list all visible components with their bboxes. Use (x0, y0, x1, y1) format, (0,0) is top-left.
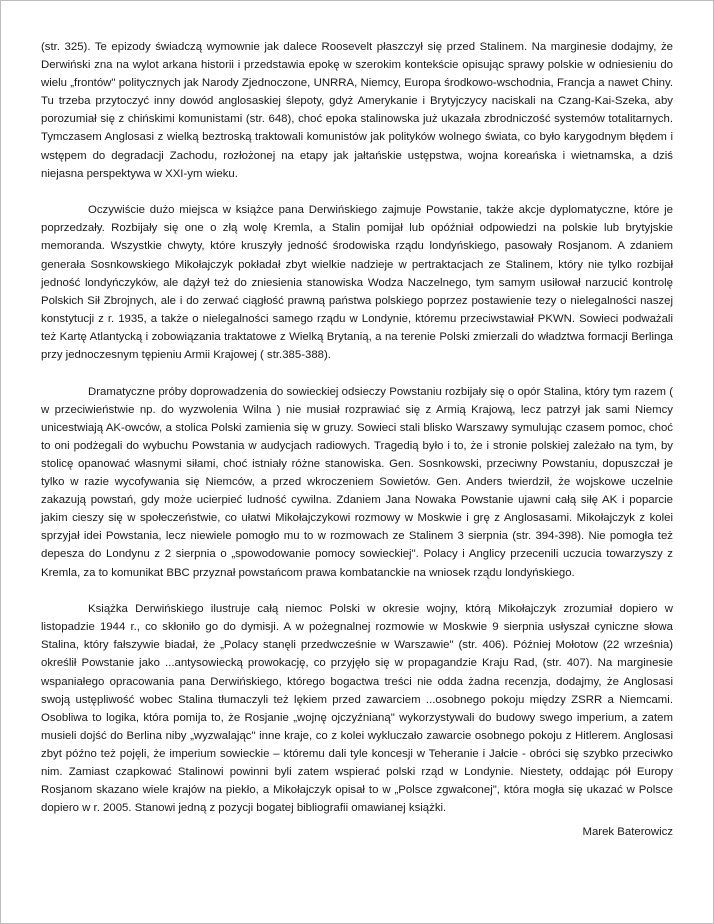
paragraph-1: (str. 325). Te epizody świadczą wymownie jak dalece Roosevelt płaszczył się przed Stalinem. Na marginesie dodajmy, że Derwiński zna na wylot arkana historii i przedstawia epokę w szerokim kontekście opisując sprawy polskie w odniesieniu do wielu „frontów" politycznych jak Narody Zjednoczone, UNRRA, Niemcy, Europa środkowo-wschodnia, Francja a nawet Chiny. Tu trzeba przytoczyć inny dowód anglosaskiej ślepoty, gdyż Amerykanie i Brytyjczycy naciskali na Czang-Kai-Szeka, aby porozumiał się z chińskimi komunistami (str. 648), choć epoka stalinowska już ukazała zbrodniczość systemów totalitarnych. Tymczasem Anglosasi z wielką beztroską traktowali komunistów jak polityków wolnego świata, co było karygodnym błędem i wstępem do degradacji Zachodu, rozłożonej na etapy jak jałtańskie ustępstwa, wojna koreańska i wietnamska, a dziś niejasna perspektywa w XXI-ym wieku. (41, 41, 673, 180)
article-body (41, 38, 673, 836)
paragraph-2: Oczywiście dużo miejsca w książce pana Derwińskiego zajmuje Powstanie, także akcje dyplomatyczne, które je poprzedzały. Rozbijały się one o złą wolę Kremla, a Stalin pomijał lub opóźniał odpowiedzi na polskie lub brytyjskie memoranda. Wszystkie chwyty, które kruszyły jedność środowiska rządu londyńskiego, pasowały Rosjanom. A zdaniem generała Sosnkowskiego Mikołajczyk pokładał zbyt wielkie nadzieje w pertraktacjach ze Stalinem, który nie tylko rozbijał jedność londyńczyków, ale dążył też do zniesienia stanowiska Wodza Naczelnego, tym samym usiłował narzucić kontrolę Polskich Sił Zbrojnych, ale i do zerwać ciągłość prawną państwa polskiego poprzez postawienie tezy o nielegalności naszej konstytucji z r. 1935, a także o nielegalności samego rządu w Londynie, któremu przeciwstawiał PKWN. Sowieci podważali też Kartę Atlantycką i zobowiązania traktatowe z Wielką Brytanią, a na terenie Polski zmierzali do władztwa formacji Berlinga przy jednoczesnym tępieniu Armii Krajowej ( str.385-388). (41, 204, 673, 361)
paragraph-3: Dramatyczne próby doprowadzenia do sowieckiej odsieczy Powstaniu rozbijały się o opór Stalina, który tym razem ( w przeciwieństwie np. do wyzwolenia Wilna ) nie musiał rozprawiać się z Armią Krajową, lecz patrzył jak sami Niemcy unicestwiają AK-owców, a stolica Polski zamienia się w gruzy. Sowieci stali blisko Warszawy symulując czasem pomoc, choć to oni podżegali do wybuchu Powstania w audycjach radiowych. Tragedią było i to, że i stronie polskiej zależało na tym, by stolicę opanować własnymi siłami, choć istniały różne stanowiska. Gen. Sosnkowski, przeciwny Powstaniu, dopuszczał je tylko w razie wycofywania się Niemców, a przed wkroczeniem Sowietów. Gen. Anders twierdził, że wojskowe uczelnie zakazują powstań, gdy może ucierpieć ludność cywilna. Zdaniem Jana Nowaka Powstanie ujawni całą siłę AK i poparcie jakim cieszy się w społeczeństwie, co ułatwi Mikołajczykowi rozmowy w Moskwie i grę z Anglosasami. Mikołajczyk z kolei sprzyjał idei Powstania, lecz niewiele pomogło mu to w rozmowach ze Stalinem 3 sierpnia (str. 394-398). Nie pomogła też depesza do Londynu z 2 sierpnia o „spowodowanie pomocy sowieckiej". Polacy i Anglicy przecenili uczucia towarzyszy z Kremla, za to komunikat BBC przyznał powstańcom prawa kombatanckie na wniosek rządu londyńskiego. (41, 385, 673, 579)
author-signature: Marek Baterowicz (582, 826, 673, 838)
paragraph-4: Książka Derwińskiego ilustruje całą niemoc Polski w okresie wojny, którą Mikołajczyk zrozumiał dopiero w listopadzie 1944 r., co skłoniło go do dymisji. A w pożegnalnej rozmowie w Moskwie 9 sierpnia usłyszał cyniczne słowa Stalina, który fałszywie biadał, że „Polacy stanęli przedwcześnie w Warszawie" (str. 406). Później Mołotow (22 września) określił Powstanie jako ...antysowiecką prowokację, co przyjęło się w propagandzie Kraju Rad, (str. 407). Na marginesie wspaniałego opracowania pana Derwińskiego, którego bogactwa treści nie odda żadna recenzja, dodajmy, że Anglosasi swoją ustępliwość wobec Stalina tłumaczyli też lękiem przed zawarciem ...osobnego pokoju między ZSRR a Niemcami. Osobliwa to logika, która pomija to, że Rosjanie „wojnę ojczyźnianą" wykorzystywali do budowy swego imperium, a zatem musieli dojść do Berlina niby „wyzwalając" inne kraje, co z kolei wykluczało zawarcie osobnego pokoju z Hitlerem. Anglosasi zbyt późno też pojęli, że imperium sowieckie – któremu dali tyle koncesji w Teheranie i Jałcie - obróci się szybko przeciwko nim. Zamiast czapkować Stalinowi powinni byli zatem wspierać polski rząd w Londynie. Niestety, oddając pół Europy Rosjanom skazano wiele krajów na piekło, a Mikołajczyk opisał to w „Polsce zgwałconej", która mogła się ukazać w Polsce dopiero w r. 2005. Stanowi jedną z pozycji bogatej bibliografii omawianej książki. (41, 603, 673, 815)
